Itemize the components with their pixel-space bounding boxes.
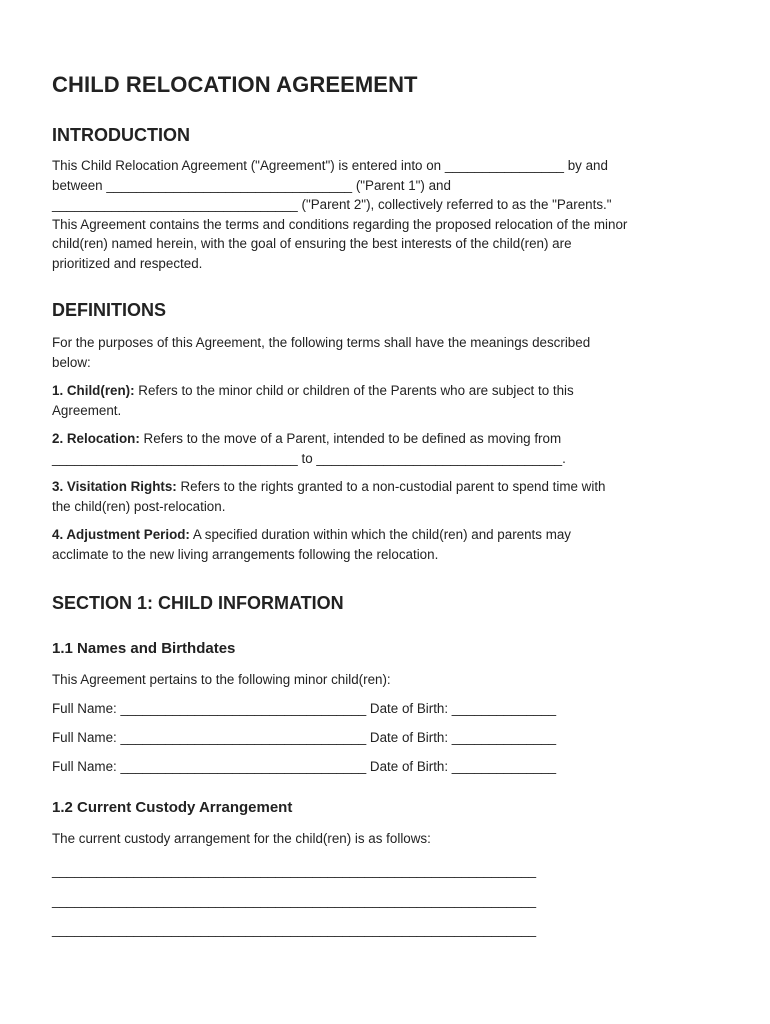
definitions-heading: DEFINITIONS — [52, 300, 167, 320]
definition-text: _________________________________ to _________________________________. — [52, 450, 566, 466]
definition-item-relocation — [52, 429, 712, 468]
child-name-birthdate-field[interactable]: Full Name: _________________________________ Date of Birth: ______________ — [52, 759, 557, 774]
custody-arrangement-heading: 1.2 Current Custody Arrangement — [52, 798, 293, 816]
introduction-line: This Child Relocation Agreement ("Agreement") is entered into on ________________ by and — [52, 158, 608, 173]
definition-text: Refers to the minor child or children of the Parents who are subject to this — [134, 383, 574, 398]
introduction-line: between _________________________________ ("Parent 1") and — [52, 177, 451, 193]
names-birthdates-heading: 1.1 Names and Birthdates — [52, 640, 236, 657]
definition-term: 3. Visitation Rights: — [52, 479, 177, 494]
introduction-paragraph — [52, 156, 722, 273]
custody-arrangement-blank-line[interactable]: _________________________________________________________________ — [52, 892, 537, 908]
child-name-birthdate-field[interactable]: Full Name: _________________________________ Date of Birth: ______________ — [52, 701, 557, 716]
definition-term: 4. Adjustment Period: — [52, 527, 190, 542]
introduction-line: prioritized and respected. — [52, 255, 203, 271]
section1-heading: SECTION 1: CHILD INFORMATION — [52, 593, 344, 613]
definition-text: A specified duration within which the child(ren) and parents may — [189, 527, 571, 542]
introduction-heading: INTRODUCTION — [52, 125, 190, 145]
definitions-intro-line: For the purposes of this Agreement, the following terms shall have the meanings described — [52, 335, 591, 350]
introduction-line: _________________________________ ("Parent 2"), collectively referred to as the "Parents." — [52, 197, 612, 212]
child-name-birthdate-field[interactable]: Full Name: _________________________________ Date of Birth: ______________ — [52, 730, 557, 745]
definition-item-visitation-rights — [52, 477, 712, 516]
definitions-intro — [52, 333, 692, 372]
definition-text: Refers to the move of a Parent, intended to be defined as moving from — [139, 431, 562, 446]
custody-arrangement-intro: The current custody arrangement for the child(ren) is as follows: — [52, 830, 431, 846]
definitions-intro-line: below: — [52, 354, 91, 370]
document-title: CHILD RELOCATION AGREEMENT — [52, 72, 418, 97]
custody-arrangement-blank-line[interactable]: _________________________________________________________________ — [52, 863, 537, 878]
definition-term: 1. Child(ren): — [52, 383, 135, 398]
names-birthdates-intro: This Agreement pertains to the following minor child(ren): — [52, 672, 391, 687]
introduction-line: This Agreement contains the terms and conditions regarding the proposed relocation of the minor — [52, 216, 628, 232]
custody-arrangement-blank-line[interactable]: _________________________________________________________________ — [52, 922, 537, 937]
definition-item-adjustment-period — [52, 525, 712, 564]
definition-text: Refers to the rights granted to a non-custodial parent to spend time with — [176, 479, 606, 494]
definition-item-children — [52, 381, 712, 420]
definition-text: the child(ren) post-relocation. — [52, 498, 226, 514]
definition-text: acclimate to the new living arrangements following the relocation. — [52, 546, 439, 562]
introduction-line: child(ren) named herein, with the goal of ensuring the best interests of the child(ren) are — [52, 236, 572, 251]
definition-text: Agreement. — [52, 402, 122, 418]
definition-term: 2. Relocation: — [52, 431, 140, 446]
